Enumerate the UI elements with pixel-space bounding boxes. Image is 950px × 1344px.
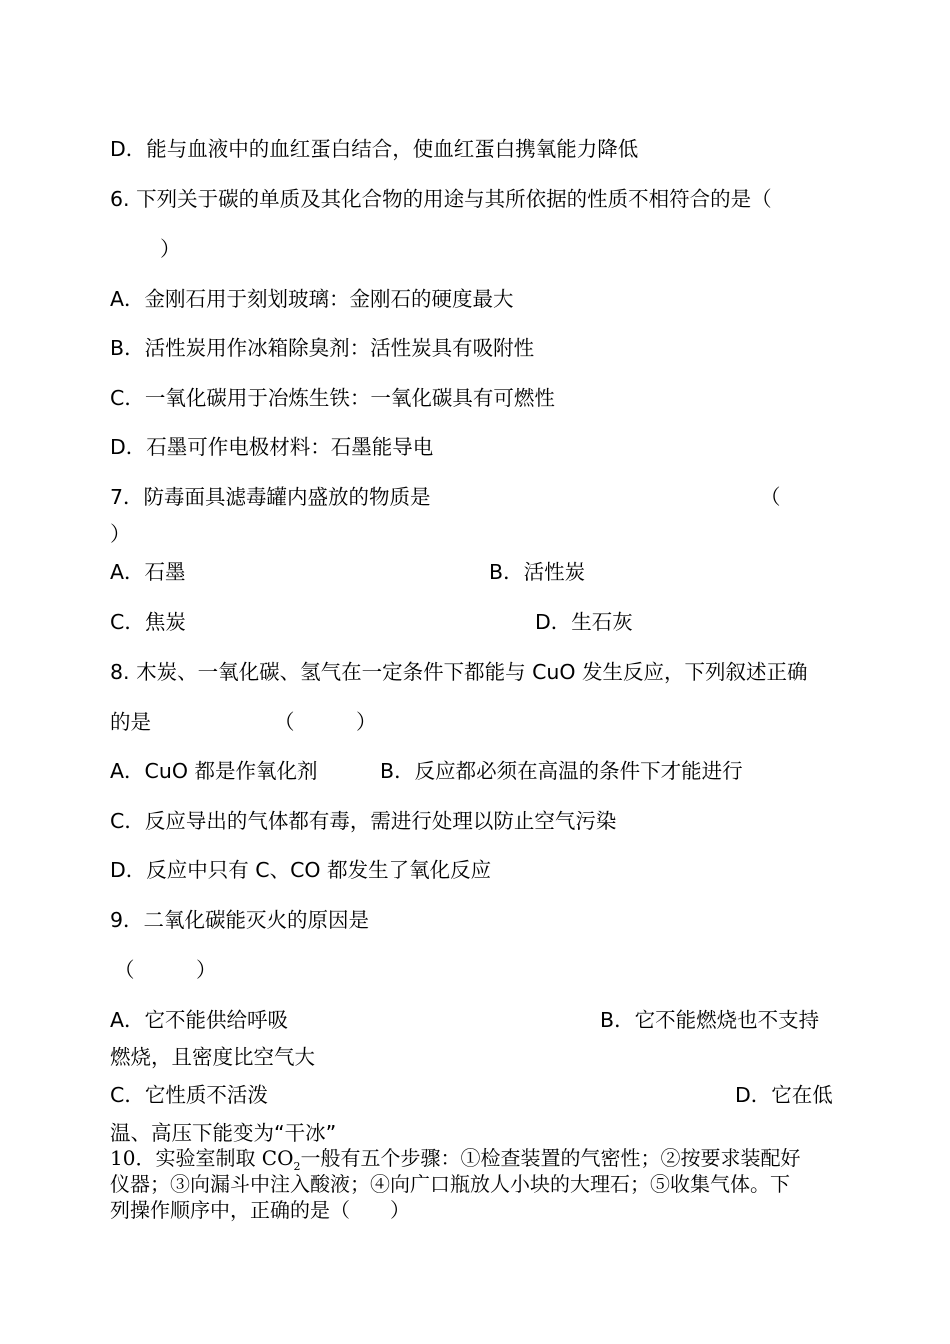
q7-paren-open: （: [760, 485, 781, 509]
q10-stem-line3: 列操作顺序中，正确的是（ ）: [110, 1198, 410, 1222]
q9-stem: 9．二氧化碳能灭火的原因是: [110, 908, 370, 932]
q8-stem: 8. 木炭、一氧化碳、氢气在一定条件下都能与 CuO 发生反应，下列叙述正确: [110, 660, 808, 684]
q7-option-b: B．活性炭: [489, 560, 586, 584]
q9-option-a: A．它不能供给呼吸: [110, 1008, 289, 1032]
q9-answer-paren: （ ）: [114, 958, 217, 982]
q7-stem: 7．防毒面具滤毒罐内盛放的物质是: [110, 485, 431, 509]
q8-answer-paren: （ ）: [274, 710, 377, 734]
q7-option-c: C．焦炭: [110, 610, 186, 634]
q5-option-d: D．能与血液中的血红蛋白结合，使血红蛋白携氧能力降低: [110, 137, 639, 161]
q9-option-b: B．它不能燃烧也不支持: [600, 1008, 820, 1032]
q10-co2-subscript: 2: [293, 1160, 301, 1173]
q10-stem-part2: 一般有五个步骤：①检查装置的气密性；②按要求装配好: [300, 1146, 801, 1170]
q9-option-d: D．它在低: [735, 1083, 833, 1107]
q8-stem-cont: 的是: [110, 710, 151, 734]
q10-stem-part1: 10．实验室制取 CO: [110, 1146, 294, 1170]
q8-option-b: B．反应都必须在高温的条件下才能进行: [380, 759, 743, 783]
q8-option-c: C．反应导出的气体都有毒，需进行处理以防止空气污染: [110, 809, 617, 833]
q6-stem: 6. 下列关于碳的单质及其化合物的用途与其所依据的性质不相符合的是（: [110, 187, 772, 211]
q6-option-c: C．一氧化碳用于冶炼生铁：一氧化碳具有可燃性: [110, 386, 555, 410]
q7-option-d: D．生石灰: [535, 610, 633, 634]
q8-option-a: A．CuO 都是作氧化剂: [110, 759, 318, 783]
q7-option-a: A．石墨: [110, 560, 186, 584]
q10-stem-line2: 仪器；③向漏斗中注入酸液；④向广口瓶放人小块的大理石；⑤收集气体。下: [110, 1172, 790, 1196]
q9-option-c: C．它性质不活泼: [110, 1083, 268, 1107]
q6-stem-paren: ）: [160, 237, 181, 261]
q6-option-d: D．石墨可作电极材料：石墨能导电: [110, 435, 434, 459]
q7-paren-close: ）: [110, 522, 131, 546]
q9-option-b-cont: 燃烧，且密度比空气大: [110, 1045, 315, 1069]
q8-option-d: D．反应中只有 C、CO 都发生了氧化反应: [110, 858, 492, 882]
q6-option-b: B．活性炭用作冰箱除臭剂：活性炭具有吸附性: [110, 336, 535, 360]
q6-option-a: A．金刚石用于刻划玻璃：金刚石的硬度最大: [110, 287, 514, 311]
q9-option-d-cont: 温、高压下能变为“干冰”: [110, 1121, 337, 1145]
